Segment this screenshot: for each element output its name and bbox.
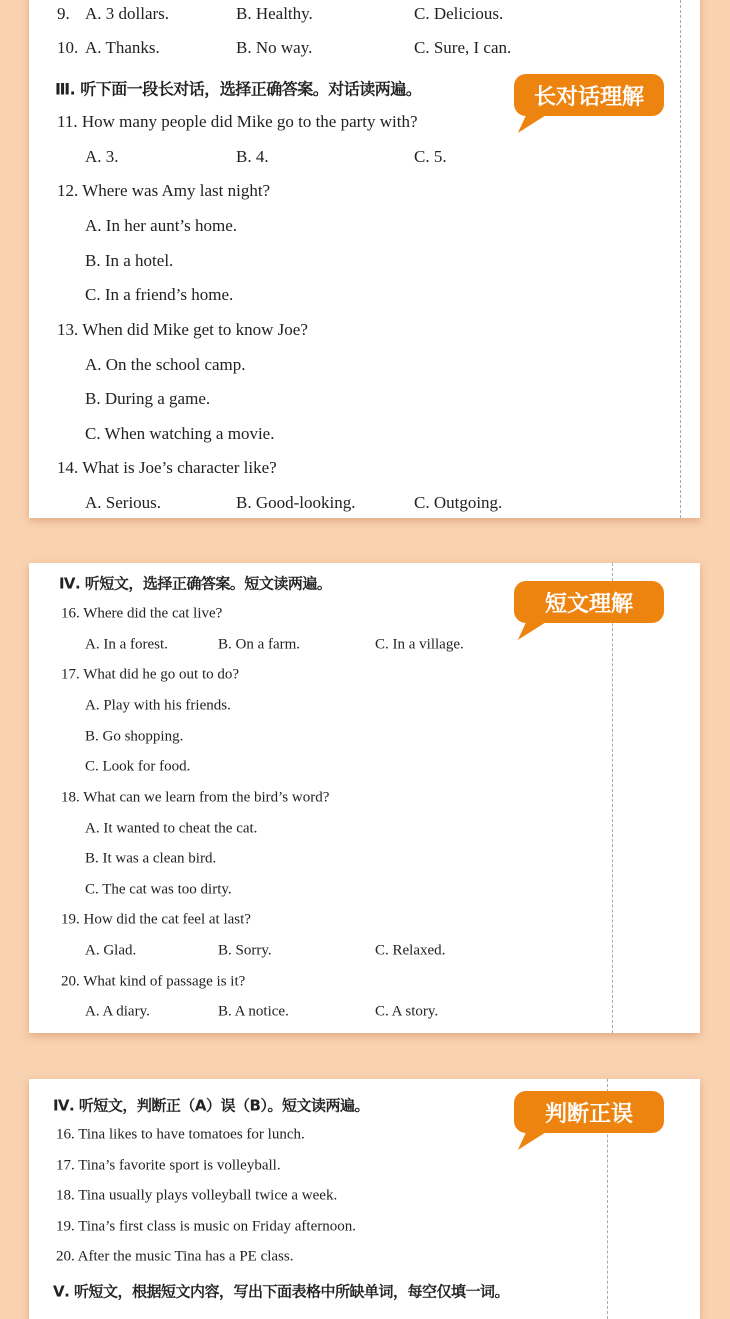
- divider: [612, 563, 613, 1033]
- question: 11. How many people did Mike go to the party with?: [57, 112, 418, 131]
- q10-option-b: B. No way.: [236, 38, 313, 57]
- option: A. It wanted to cheat the cat.: [85, 820, 258, 837]
- short-passage-card: [29, 563, 700, 1033]
- option: B. Sorry.: [218, 942, 272, 959]
- option: A. Glad.: [85, 942, 137, 959]
- option: B. During a game.: [85, 389, 211, 408]
- option: C. In a friend’s home.: [85, 285, 234, 304]
- divider: [680, 0, 681, 518]
- statement: 17. Tina’s favorite sport is volleyball.: [56, 1157, 281, 1174]
- question: 13. When did Mike get to know Joe?: [57, 320, 308, 339]
- option: A. On the school camp.: [85, 355, 246, 374]
- question: 14. What is Joe’s character like?: [57, 458, 277, 477]
- q10-option-c: C. Sure, I can.: [414, 38, 512, 57]
- option: C. When watching a movie.: [85, 424, 275, 443]
- option: C. In a village.: [375, 636, 464, 653]
- question: 17. What did he go out to do?: [61, 666, 240, 683]
- q9-option-c: C. Delicious.: [414, 4, 504, 23]
- option: C. Relaxed.: [375, 942, 446, 959]
- section-heading-v: Ⅴ. 听短文，根据短文内容，写出下面表格中所缺单词，每空仅填一词。: [53, 1282, 510, 1301]
- option: B. Go shopping.: [85, 728, 184, 745]
- q10-number: 10.: [57, 38, 79, 57]
- option: B. A notice.: [218, 1003, 289, 1020]
- option: C. 5.: [414, 147, 447, 166]
- section-badge: 判断正误: [514, 1091, 664, 1133]
- option: C. A story.: [375, 1003, 439, 1020]
- section-heading: Ⅳ. 听短文，判断正（A）误（B）。短文读两遍。: [53, 1096, 369, 1115]
- option: A. Play with his friends.: [85, 697, 231, 714]
- statement: 19. Tina’s first class is music on Friday afternoon.: [56, 1218, 356, 1235]
- option: C. Outgoing.: [414, 493, 503, 512]
- long-dialogue-card: [29, 0, 700, 518]
- question: 19. How did the cat feel at last?: [61, 911, 251, 928]
- section-heading: Ⅳ. 听短文，选择正确答案。短文读两遍。: [59, 574, 332, 593]
- section-badge: 长对话理解: [514, 74, 664, 116]
- option: B. On a farm.: [218, 636, 301, 653]
- true-false-card: [29, 1079, 700, 1319]
- section-badge: 短文理解: [514, 581, 664, 623]
- option: C. Look for food.: [85, 758, 191, 775]
- option: C. The cat was too dirty.: [85, 881, 232, 898]
- option: A. In her aunt’s home.: [85, 216, 238, 235]
- option: B. In a hotel.: [85, 251, 174, 270]
- option: A. A diary.: [85, 1003, 150, 1020]
- statement: 20. After the music Tina has a PE class.: [56, 1248, 294, 1265]
- question: 20. What kind of passage is it?: [61, 973, 246, 990]
- q9-number: 9.: [57, 4, 70, 23]
- statement: 18. Tina usually plays volleyball twice a week.: [56, 1187, 338, 1204]
- q10-option-a: A. Thanks.: [85, 38, 160, 57]
- option: A. 3.: [85, 147, 119, 166]
- question: 16. Where did the cat live?: [61, 605, 223, 622]
- statement: 16. Tina likes to have tomatoes for lunch.: [56, 1126, 305, 1143]
- section-heading: Ⅲ. 听下面一段长对话，选择正确答案。对话读两遍。: [55, 79, 422, 99]
- option: B. 4.: [236, 147, 269, 166]
- option: B. Good-looking.: [236, 493, 356, 512]
- option: B. It was a clean bird.: [85, 850, 217, 867]
- question: 12. Where was Amy last night?: [57, 181, 271, 200]
- q9-option-b: B. Healthy.: [236, 4, 313, 23]
- option: A. In a forest.: [85, 636, 168, 653]
- q9-option-a: A. 3 dollars.: [85, 4, 170, 23]
- option: A. Serious.: [85, 493, 162, 512]
- question: 18. What can we learn from the bird’s word?: [61, 789, 330, 806]
